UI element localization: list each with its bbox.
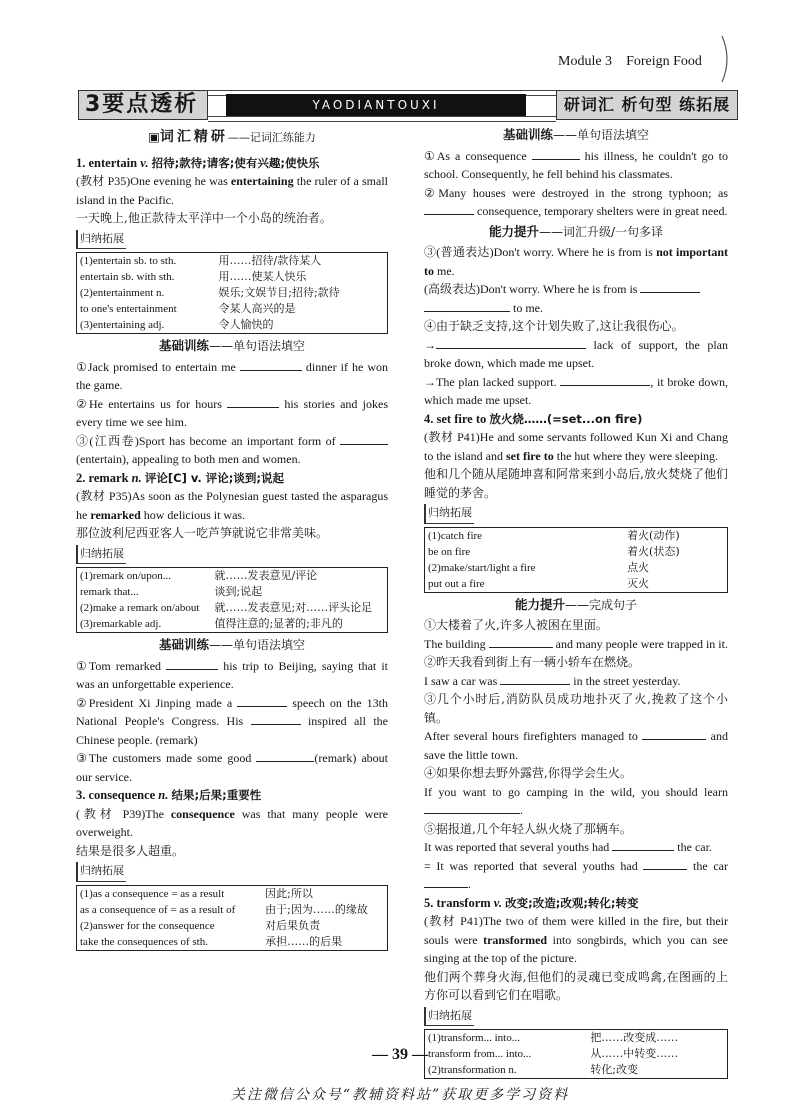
entry-set-fire-head: 4. set fire to 放火烧……(=set...on fire)	[424, 411, 643, 426]
entry-remark-table	[76, 567, 388, 633]
answer-blank[interactable]	[489, 635, 553, 648]
entry-remark-translation: 那位波利尼西亚客人一吃芦笋就说它非常美味。	[76, 526, 329, 540]
entry-set-fire-ext-label: 归纳拓展	[424, 504, 474, 524]
exercise-consequence-1: ①As a consequence his illness, he couldn't go to school. Consequently, he fell behind his classmates.	[424, 148, 728, 181]
vocab-title-main: 词汇精研	[159, 129, 228, 145]
exercise-remark-1: ①Tom remarked his trip to Beijing, saying that it was an unforgettable experience.	[76, 658, 388, 691]
exercise-consequence-2: ②Many houses were destroyed in the strong typhoon; as consequence, temporary shelters were in great need.	[424, 185, 728, 218]
entry-remark-drill-title: 基础训练——单句语法填空	[158, 637, 306, 652]
answer-blank[interactable]	[237, 694, 287, 707]
answer-blank[interactable]	[251, 712, 301, 725]
entry-entertain-translation: 一天晚上,他正款待太平洋中一个小岛的统治者。	[76, 211, 332, 225]
module-topic: Foreign Food	[626, 54, 702, 69]
decorative-curve-icon	[716, 34, 736, 84]
answer-blank[interactable]	[240, 358, 302, 371]
table-row: take the consequences of sth. 承担……的后果	[80, 934, 343, 948]
entry-transform-example: (教材 P41)The two of them were killed in the fire, but their souls were transformed into songbirds, which you can see singing at the top of the picture.	[424, 914, 728, 965]
exercise-consequence-3-advanced: (高级表达)Don't worry. Where he is from is to me.	[424, 280, 728, 317]
entry-set-fire-translation: 他和几个随从尾随坤喜和阿常来到小岛后,放火焚烧了他们睡觉的茅舍。	[424, 467, 728, 500]
answer-blank[interactable]	[227, 395, 279, 408]
table-row: (1)remark on/upon... 就……发表意见/评论	[80, 569, 318, 582]
entry-entertain-ext-label: 归纳拓展	[76, 230, 126, 250]
entry-set-fire-table	[424, 527, 728, 593]
table-row: (2)entertainment n. 娱乐;文娱节目;招待;款待	[80, 286, 340, 299]
entry-entertain-table	[76, 252, 388, 334]
entry-entertain-head: 1. entertain v. 招待;款待;请客;使有兴趣;使快乐	[76, 155, 320, 170]
exercise-fire-5: It was reported that several youths had the car.	[424, 840, 712, 854]
right-column	[424, 124, 728, 1082]
entry-consequence-head: 3. consequence n. 结果;后果;重要性	[76, 788, 262, 802]
answer-blank[interactable]	[642, 727, 706, 740]
exercise-fire-3: After several hours firefighters managed to and save the little town.	[424, 729, 729, 762]
table-row: (1)transform... into... 把……改变成……	[428, 1031, 679, 1044]
entry-remark-head: 2. remark n. 评论[C] v. 评论;谈到;说起	[76, 470, 284, 485]
exercise-fire-2-prompt: ②昨天我看到街上有一辆小轿车在燃烧。	[424, 655, 641, 669]
answer-blank[interactable]	[256, 749, 314, 762]
entry-transform-head: 5. transform v. 改变;改造;改观;转化;转变	[424, 895, 639, 910]
exercise-fire-4-prompt: ④如果你想去野外露营,你得学会生火。	[424, 766, 632, 780]
exercise-fire-2: I saw a car was in the street yesterday.	[424, 673, 681, 688]
entry-consequence-table	[76, 885, 388, 951]
table-row: (3)remarkable adj. 值得注意的;显著的;非凡的	[80, 617, 343, 630]
table-row: (1)as a consequence = as a result 因此;所以	[80, 886, 313, 900]
banner-pinyin: YAODIANTOUXI	[226, 94, 526, 116]
exercise-fire-1: The building and many people were trapped in it.	[424, 636, 728, 651]
left-column	[76, 124, 388, 954]
exercise-remark-3: ③The customers made some good (remark) about our service.	[76, 751, 389, 784]
banner-section-number: 3要点透析	[78, 90, 208, 120]
entry-entertain-drill-title: 基础训练——单句语法填空	[158, 338, 306, 353]
section-banner	[78, 90, 738, 120]
answer-blank[interactable]	[532, 147, 580, 160]
banner-stripe-bottom	[208, 116, 556, 122]
answer-blank[interactable]	[560, 373, 650, 386]
exercise-consequence-4b: →The plan lacked support. , it broke down, which made me upset.	[424, 374, 728, 407]
answer-blank[interactable]	[436, 336, 586, 349]
table-row: entertain sb. with sth. 用……使某人快乐	[80, 270, 307, 283]
entry-consequence-advanced-title: 能力提升——词汇升级/一句多译	[488, 223, 664, 239]
table-row: be on fire 着火(状态)	[428, 544, 680, 558]
table-row: (1)catch fire 着火(动作)	[428, 528, 680, 542]
entry-transform-translation: 他们两个葬身火海,但他们的灵魂已变成鸣禽,在图画的上方你可以看到它们在唱歌。	[424, 969, 728, 1002]
table-row: (3)entertaining adj. 令人愉快的	[80, 318, 274, 331]
footer-note: 关注微信公众号“教辅资料站”获取更多学习资料	[230, 1087, 570, 1103]
entry-set-fire-example: (教材 P41)He and some servants followed Kun Xi and Chang to the island and set fire to the hut where they were sleeping.	[424, 430, 728, 463]
exercise-entertain-2: ②He entertains us for hours his stories and jokes every time we see him.	[76, 396, 388, 429]
table-row: (2)make a remark on/about 就……发表意见;对……评头论足	[80, 601, 373, 614]
exercise-fire-5b: = It was reported that several youths had the car .	[424, 858, 728, 891]
entry-entertain-example: (教材 P35)One evening he was entertaining the ruler of a small island in the Pacific.	[76, 174, 388, 207]
exercise-consequence-4-prompt: ④由于缺乏支持,这个计划失败了,这让我很伤心。	[424, 319, 684, 333]
module-number: Module 3	[558, 54, 613, 69]
exercise-entertain-3: ③(江西卷)Sport has become an important form of (entertain), appealing to both men and women.	[76, 432, 388, 469]
exercise-fire-3-prompt: ③几个小时后,消防队员成功地扑灭了火,挽救了这个小镇。	[424, 692, 728, 725]
table-row: (2)answer for the consequence 对后果负责	[80, 918, 321, 932]
exercise-consequence-4a: → lack of support, the plan broke down, which made me upset.	[424, 337, 728, 370]
answer-blank[interactable]	[500, 672, 570, 685]
entry-remark-ext-label: 归纳拓展	[76, 545, 126, 565]
answer-blank[interactable]	[340, 432, 388, 445]
entry-transform-ext-label: 归纳拓展	[424, 1007, 474, 1027]
answer-blank[interactable]	[424, 875, 468, 888]
table-row: remark that... 谈到;说起	[80, 585, 263, 598]
entry-remark-example: (教材 P35)As soon as the Polynesian guest tasted the asparagus he remarked how delicious it was.	[76, 489, 389, 522]
entry-consequence-example: (教材 P39)The consequence was that many people were overweight.	[76, 806, 389, 839]
table-row: transform from... into... 从……中转变……	[428, 1047, 679, 1060]
exercise-fire-4: If you want to go camping in the wild, you should learn .	[424, 784, 728, 817]
table-row: as a consequence of = as a result of 由于;因为……的缘故	[80, 902, 368, 916]
exercise-fire-1-prompt: ①大楼着了火,许多人被困在里面。	[424, 618, 608, 632]
exercise-consequence-3: ③(普通表达)Don't worry. Where he is from is not important to me.	[424, 245, 729, 278]
vocab-title-sub: ——记词汇练能力	[227, 131, 316, 144]
banner-subtitle: 研词汇 析句型 练拓展	[556, 90, 738, 120]
answer-blank[interactable]	[640, 280, 700, 293]
answer-blank[interactable]	[643, 857, 687, 870]
vocab-title-icon: ▣	[148, 129, 160, 144]
exercise-fire-5-prompt: ⑤据报道,几个年轻人纵火烧了那辆车。	[424, 821, 632, 836]
answer-blank[interactable]	[166, 657, 218, 670]
answer-blank[interactable]	[424, 202, 474, 215]
answer-blank[interactable]	[612, 838, 674, 851]
table-row: (2)make/start/light a fire 点火	[428, 560, 650, 574]
entry-set-fire-advanced-title: 能力提升——完成句子	[514, 596, 638, 612]
table-row: (1)entertain sb. to sth. 用……招待/款待某人	[80, 254, 322, 267]
entry-consequence-ext-label: 归纳拓展	[76, 862, 126, 882]
module-title	[558, 54, 702, 70]
table-row: put out a fire 灭火	[428, 576, 650, 590]
entry-consequence-drill-title: 基础训练——单句语法填空	[502, 127, 650, 142]
answer-blank[interactable]	[424, 299, 510, 312]
exercise-remark-2: ②President Xi Jinping made a speech on the 13th National People's Congress. His inspired all the Chinese people. (remark)	[76, 695, 388, 747]
table-row: to one's entertainment 令某人高兴的是	[80, 302, 296, 315]
vocab-section-title	[76, 128, 388, 148]
answer-blank[interactable]	[424, 801, 520, 814]
entry-consequence-translation: 结果是很多人超重。	[76, 843, 185, 858]
page-number: — 39 —	[372, 1046, 428, 1063]
exercise-entertain-1: ①Jack promised to entertain me dinner if he won the game.	[76, 359, 388, 392]
table-row: (2)transformation n. 转化;改变	[428, 1063, 639, 1076]
